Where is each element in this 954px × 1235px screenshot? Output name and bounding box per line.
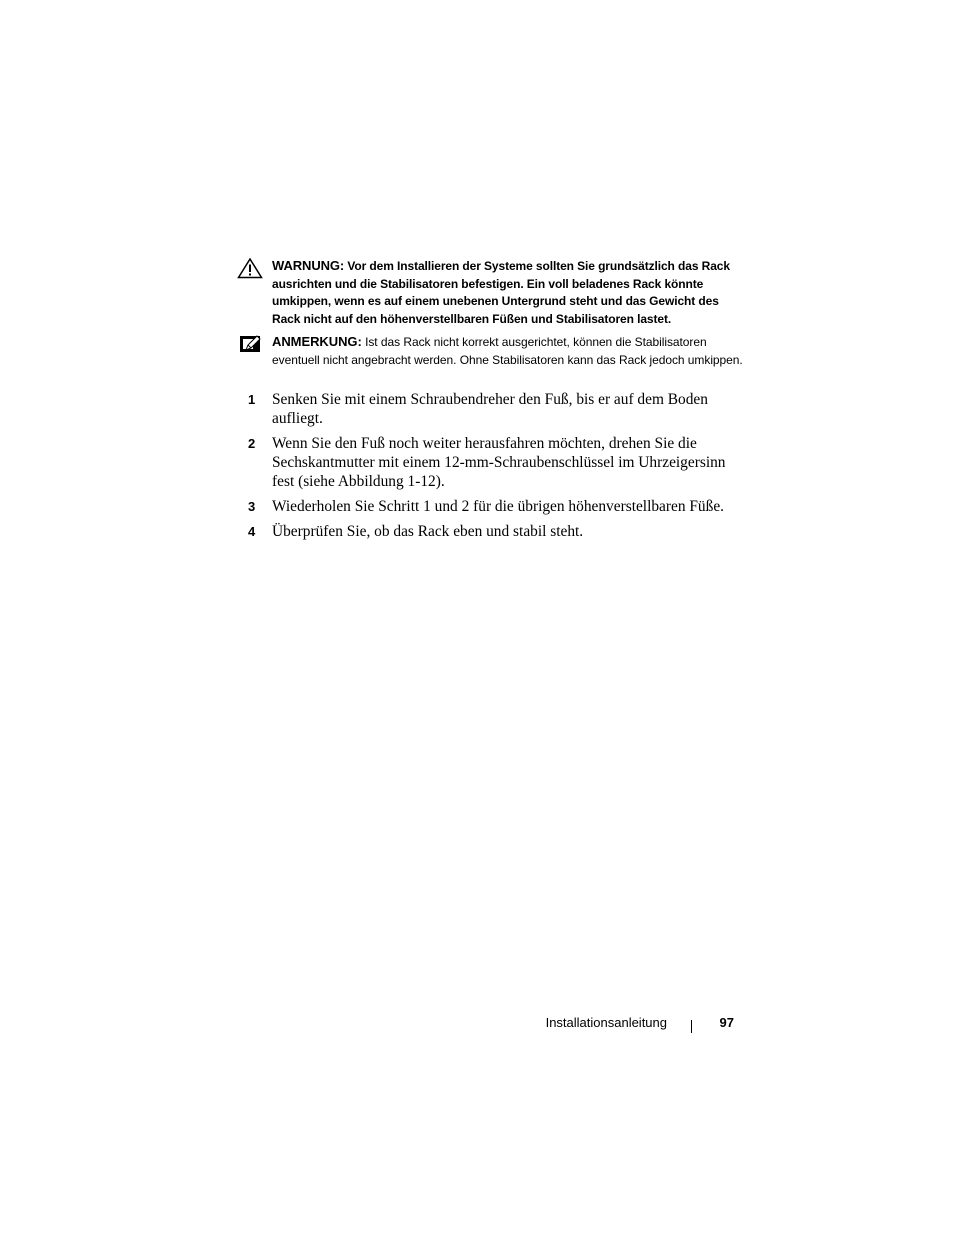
step-text: Wenn Sie den Fuß noch weiter herausfahren möchten, drehen Sie die Sechskantmutter mit einem 12-mm-Schraubenschlüssel im Uhrzeigersinn fest (siehe Abbildung 1-12). bbox=[272, 435, 726, 490]
step-list bbox=[245, 390, 745, 547]
note-body: Ist das Rack nicht korrekt ausgerichtet, können die Stabilisatoren eventuell nicht angebracht werden. Ohne Stabilisatoren kann das Rack jedoch umkippen. bbox=[272, 335, 743, 367]
footer-document-title: Installationsanleitung bbox=[545, 1015, 667, 1030]
step-number: 1 bbox=[248, 392, 256, 407]
note-pencil-icon bbox=[237, 333, 263, 355]
step-text: Wiederholen Sie Schritt 1 und 2 für die übrigen höhenverstellbaren Füße. bbox=[272, 498, 725, 515]
note-text bbox=[272, 333, 747, 369]
step-item-3 bbox=[245, 497, 745, 516]
warning-text bbox=[272, 257, 747, 328]
step-text: Senken Sie mit einem Schraubendreher den Fuß, bis er auf dem Boden aufliegt. bbox=[272, 391, 708, 427]
warning-body: Vor dem Installieren der Systeme sollten Sie grundsätzlich das Rack ausrichten und die Stabilisatoren befestigen. Ein voll beladenes Rack könnte umkippen, wenn es auf einem unebenen Untergrund steht und das Gewicht des Rack nicht auf den höhenverstellbaren Füßen und Stabilisatoren lastet. bbox=[272, 259, 730, 326]
step-number: 3 bbox=[248, 499, 256, 514]
warning-triangle-icon bbox=[237, 257, 263, 279]
step-item-1 bbox=[245, 390, 745, 428]
step-item-2 bbox=[245, 434, 745, 491]
note-label: ANMERKUNG: bbox=[272, 334, 362, 349]
step-text: Überprüfen Sie, ob das Rack eben und stabil steht. bbox=[272, 523, 584, 540]
step-number: 4 bbox=[248, 524, 256, 539]
step-item-4 bbox=[245, 522, 745, 541]
footer-divider bbox=[691, 1020, 692, 1033]
warning-label: WARNUNG: bbox=[272, 258, 345, 273]
step-number: 2 bbox=[248, 436, 256, 451]
page-footer bbox=[480, 1015, 740, 1035]
footer-page-number: 97 bbox=[719, 1015, 734, 1030]
